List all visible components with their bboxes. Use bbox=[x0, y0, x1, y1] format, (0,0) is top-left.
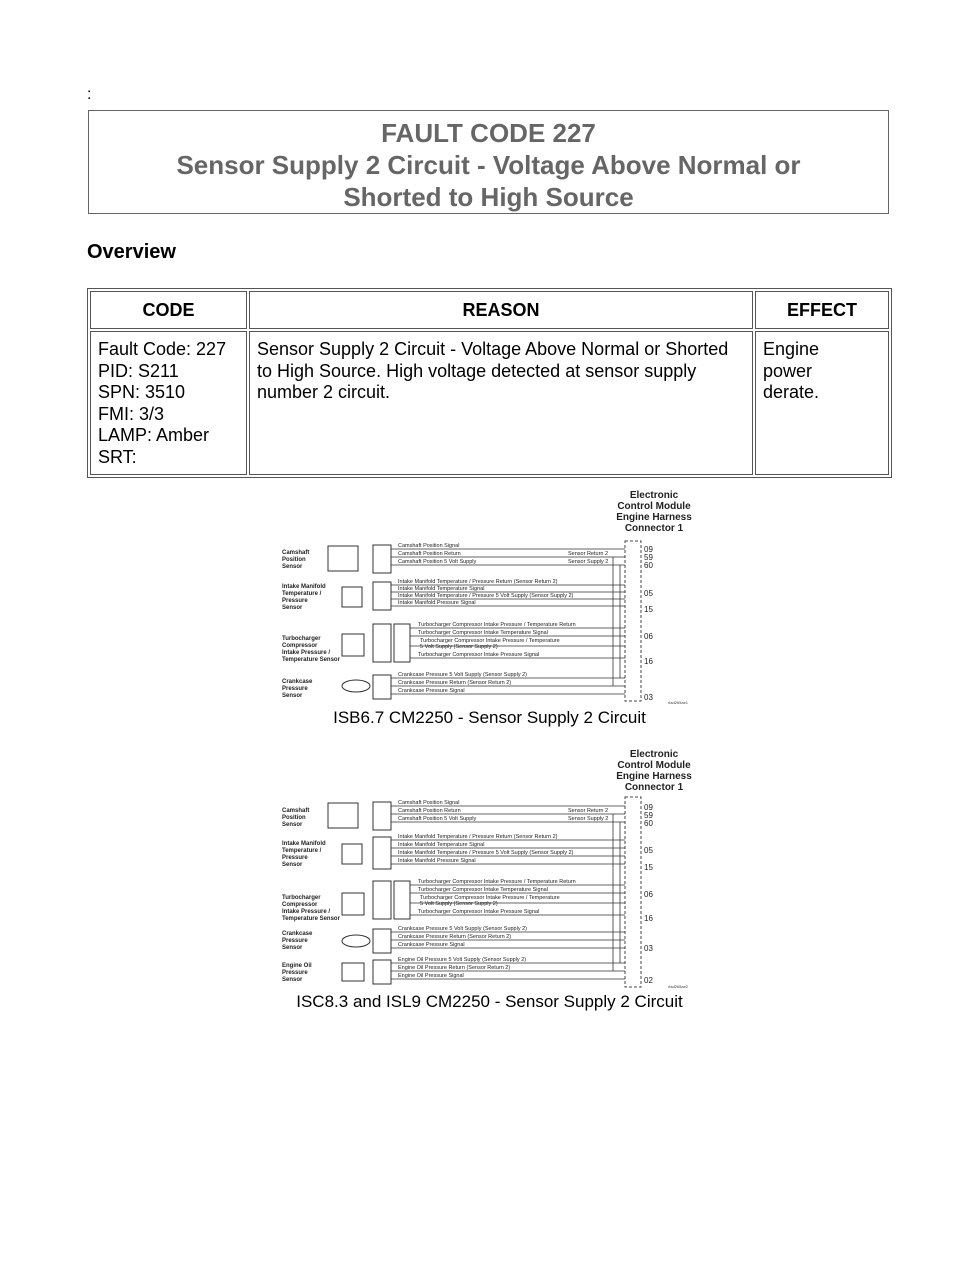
wiring-diagram-isc83-isl9 bbox=[270, 745, 710, 990]
wire-label: Camshaft Position Return bbox=[398, 808, 461, 814]
sensor-label: Sensor bbox=[282, 564, 303, 570]
diagram1-caption: ISB6.7 CM2250 - Sensor Supply 2 Circuit bbox=[333, 708, 646, 727]
intake-sensor-icon bbox=[342, 587, 362, 607]
ecm-title-line: Engine Harness bbox=[616, 771, 692, 782]
header-reason: REASON bbox=[249, 291, 753, 329]
sensor-label: Temperature / bbox=[282, 848, 322, 854]
cell-reason: Sensor Supply 2 Circuit - Voltage Above Normal or Shorted to High Source. High voltage detected at sensor supply number 2 circuit. bbox=[249, 331, 753, 475]
ecm-title-line: Engine Harness bbox=[616, 512, 692, 523]
sensor-label: Sensor bbox=[282, 945, 303, 951]
wire-label: Crankcase Pressure Signal bbox=[398, 688, 465, 694]
fault-code-title: FAULT CODE 227 bbox=[381, 118, 596, 148]
pin-label: 06 bbox=[644, 632, 653, 641]
wire-label: Camshaft Position Return bbox=[398, 551, 461, 557]
pin-label: 16 bbox=[644, 914, 653, 923]
camshaft-sensor-icon bbox=[328, 803, 358, 828]
wire-label: Turbocharger Compressor Intake Temperature Signal bbox=[418, 887, 548, 893]
connector-icon bbox=[373, 624, 391, 662]
header-code: CODE bbox=[90, 291, 247, 329]
pin-label: 60 bbox=[644, 819, 653, 828]
cell-effect: Engine power derate. bbox=[755, 331, 889, 475]
pin-label: 09 bbox=[644, 803, 653, 812]
crankcase-sensor-icon bbox=[342, 935, 370, 947]
pin-label: 03 bbox=[644, 693, 653, 702]
sensor-label: Temperature / bbox=[282, 591, 322, 597]
sensor-label: Pressure bbox=[282, 686, 308, 692]
connector-icon bbox=[373, 545, 391, 573]
wire-label: Intake Manifold Pressure Signal bbox=[398, 858, 476, 864]
pin-label: 16 bbox=[644, 657, 653, 666]
fault-description-line1: Sensor Supply 2 Circuit - Voltage Above Normal or bbox=[176, 150, 801, 180]
wire-label: Camshaft Position Signal bbox=[398, 543, 460, 549]
leading-colon: : bbox=[87, 86, 92, 103]
overview-table bbox=[87, 288, 892, 478]
wire-label: Turbocharger Compressor Intake Pressure / Temperature bbox=[420, 895, 560, 901]
connector-icon bbox=[373, 837, 391, 869]
connector-icon bbox=[373, 582, 391, 610]
camshaft-sensor-icon bbox=[328, 546, 358, 571]
sensor-label: Sensor bbox=[282, 862, 303, 868]
connector-icon bbox=[373, 881, 391, 919]
wire-label: Intake Manifold Temperature Signal bbox=[398, 586, 485, 592]
connector-icon bbox=[394, 881, 410, 919]
wire-label: Intake Manifold Pressure Signal bbox=[398, 600, 476, 606]
wire-label: Engine Oil Pressure Return (Sensor Return 2) bbox=[398, 965, 511, 971]
turbo-sensor-icon bbox=[342, 893, 364, 915]
ecm-title-line: Control Module bbox=[617, 501, 691, 512]
pin-label: 15 bbox=[644, 605, 653, 614]
sensor-label: Intake Manifold bbox=[282, 584, 326, 590]
connector-icon bbox=[373, 675, 391, 699]
sensor-label: Intake Pressure / bbox=[282, 650, 331, 656]
wire-label: Engine Oil Pressure 5 Volt Supply (Sensor Supply 2) bbox=[398, 957, 527, 963]
wire-label: Intake Manifold Temperature Signal bbox=[398, 842, 485, 848]
intake-sensor-icon bbox=[342, 844, 362, 864]
table-header-row bbox=[90, 291, 889, 329]
wire-label: Turbocharger Compressor Intake Pressure Signal bbox=[418, 652, 540, 658]
sensor-label: Compressor bbox=[282, 643, 318, 649]
wire-label: Turbocharger Compressor Intake Pressure / Temperature Return bbox=[418, 622, 576, 628]
figure-reference: rlad265ae1 bbox=[668, 700, 689, 705]
wire-label: Engine Oil Pressure Signal bbox=[398, 973, 464, 979]
wire-label: 5 Volt Supply (Sensor Supply 2) bbox=[420, 644, 498, 650]
wire-label: Crankcase Pressure Return (Sensor Return 2) bbox=[398, 934, 512, 940]
sensor-label: Camshaft bbox=[282, 550, 310, 556]
sensor-label: Pressure bbox=[282, 598, 308, 604]
pin-label: 15 bbox=[644, 863, 653, 872]
wire-label: Crankcase Pressure 5 Volt Supply (Sensor Supply 2) bbox=[398, 926, 528, 932]
sensor-label: Compressor bbox=[282, 902, 318, 908]
wire-label: Crankcase Pressure Signal bbox=[398, 942, 465, 948]
pin-label: 09 bbox=[644, 545, 653, 554]
sensor-label: Sensor bbox=[282, 977, 303, 983]
sensor-label: Crankcase bbox=[282, 679, 313, 685]
wire-label: Camshaft Position 5 Volt Supply bbox=[398, 559, 477, 565]
sensor-label: Turbocharger bbox=[282, 895, 321, 901]
cell-code: Fault Code: 227 PID: S211 SPN: 3510 FMI: 3/3 LAMP: Amber SRT: bbox=[90, 331, 247, 475]
wire-label: Camshaft Position 5 Volt Supply bbox=[398, 816, 477, 822]
wire-label: Turbocharger Compressor Intake Pressure Signal bbox=[418, 909, 540, 915]
wire-label: 5 Volt Supply (Sensor Supply 2) bbox=[420, 901, 498, 907]
pin-label: 60 bbox=[644, 561, 653, 570]
wire-label: Crankcase Pressure Return (Sensor Return 2) bbox=[398, 680, 512, 686]
sensor-label: Crankcase bbox=[282, 931, 313, 937]
sensor-label: Temperature Sensor bbox=[282, 916, 340, 922]
header-effect: EFFECT bbox=[755, 291, 889, 329]
sensor-label: Intake Pressure / bbox=[282, 909, 331, 915]
sensor-label: Sensor bbox=[282, 693, 303, 699]
connector-icon bbox=[394, 624, 410, 662]
sensor-label: Position bbox=[282, 815, 306, 821]
sensor-label: Temperature Sensor bbox=[282, 657, 340, 663]
crankcase-sensor-icon bbox=[342, 680, 370, 692]
wire-label: Sensor Return 2 bbox=[568, 808, 609, 814]
wire-label: Sensor Supply 2 bbox=[568, 559, 609, 565]
fault-description-line2: Shorted to High Source bbox=[343, 182, 634, 212]
sensor-label: Pressure bbox=[282, 970, 308, 976]
wire-label: Intake Manifold Temperature / Pressure 5 Volt Supply (Sensor Supply 2) bbox=[398, 593, 574, 599]
wire-label: Turbocharger Compressor Intake Temperature Signal bbox=[418, 630, 548, 636]
ecm-title-line: Control Module bbox=[617, 760, 691, 771]
ecm-title-line: Connector 1 bbox=[624, 523, 684, 534]
fault-title-box bbox=[88, 110, 889, 214]
pin-label: 03 bbox=[644, 944, 653, 953]
ecm-connector bbox=[625, 541, 641, 701]
oil-sensor-icon bbox=[342, 963, 364, 981]
sensor-label: Pressure bbox=[282, 938, 308, 944]
ecm-title-line: Electronic bbox=[629, 749, 679, 760]
sensor-label: Sensor bbox=[282, 822, 303, 828]
wire-label: Camshaft Position Signal bbox=[398, 800, 460, 806]
wire-label: Intake Manifold Temperature / Pressure Return (Sensor Return 2) bbox=[398, 834, 558, 840]
sensor-label: Position bbox=[282, 557, 306, 563]
sensor-label: Sensor bbox=[282, 605, 303, 611]
turbo-sensor-icon bbox=[342, 634, 364, 656]
ecm-connector bbox=[625, 797, 641, 987]
wire-label: Crankcase Pressure 5 Volt Supply (Sensor Supply 2) bbox=[398, 672, 528, 678]
diagram2-caption: ISC8.3 and ISL9 CM2250 - Sensor Supply 2 Circuit bbox=[296, 992, 683, 1011]
wire-label: Turbocharger Compressor Intake Pressure / Temperature bbox=[420, 638, 560, 644]
wire-label: Sensor Supply 2 bbox=[568, 816, 609, 822]
wire-label: Intake Manifold Temperature / Pressure Return (Sensor Return 2) bbox=[398, 579, 558, 585]
pin-label: 06 bbox=[644, 890, 653, 899]
pin-label: 59 bbox=[644, 811, 653, 820]
wire-label: Intake Manifold Temperature / Pressure 5 Volt Supply (Sensor Supply 2) bbox=[398, 850, 574, 856]
table-row bbox=[90, 331, 889, 475]
pin-label: 05 bbox=[644, 589, 653, 598]
ecm-title-line: Connector 1 bbox=[624, 782, 684, 793]
wiring-diagram-isb67 bbox=[270, 486, 710, 708]
sensor-label: Intake Manifold bbox=[282, 841, 326, 847]
wire-label: Turbocharger Compressor Intake Pressure / Temperature Return bbox=[418, 879, 576, 885]
connector-icon bbox=[373, 929, 391, 953]
sensor-label: Turbocharger bbox=[282, 636, 321, 642]
figure-reference: rlad265ae2 bbox=[668, 984, 689, 989]
pin-label: 02 bbox=[644, 976, 653, 985]
connector-icon bbox=[373, 960, 391, 984]
ecm-title-line: Electronic bbox=[629, 490, 679, 501]
wire-label: Sensor Return 2 bbox=[568, 551, 609, 557]
sensor-label: Camshaft bbox=[282, 808, 310, 814]
overview-heading: Overview bbox=[87, 241, 176, 263]
pin-label: 05 bbox=[644, 846, 653, 855]
sensor-label: Pressure bbox=[282, 855, 308, 861]
connector-icon bbox=[373, 802, 391, 830]
pin-label: 59 bbox=[644, 553, 653, 562]
sensor-label: Engine Oil bbox=[282, 963, 312, 969]
